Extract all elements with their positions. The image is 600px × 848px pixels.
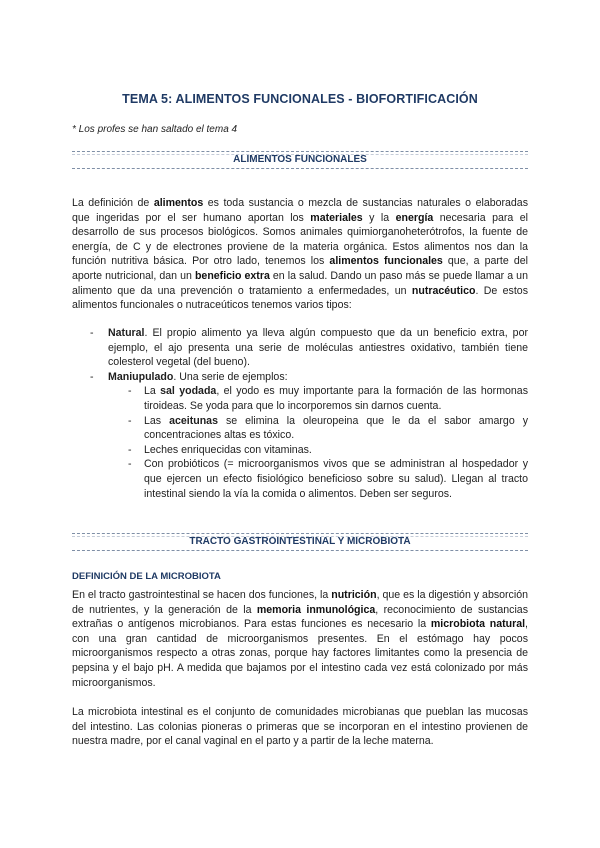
bold-term: nutracéutico bbox=[411, 284, 476, 297]
text-run: se elimina la oleuropeina que le da el sabor amargo y concentraciones altas es tóxico. bbox=[144, 414, 529, 442]
sublist-item-probioticos bbox=[72, 457, 528, 501]
bold-term: Natural bbox=[108, 327, 145, 339]
text-run: En el tracto gastrointestinal se hacen dos funciones, la bbox=[72, 589, 332, 601]
page-title: TEMA 5: ALIMENTOS FUNCIONALES - BIOFORTIFICACIÓN bbox=[122, 92, 478, 106]
list-item-natural bbox=[72, 326, 528, 370]
paragraph-tracto bbox=[72, 588, 528, 690]
text-run: , el yodo es muy importante para la formación de las hormonas tiroideas. Se yoda para que lo incorporemos sin darnos cuenta. bbox=[144, 385, 528, 412]
text-run: Las bbox=[144, 414, 170, 427]
text-run: , reconocimiento de sustancias extrañas o antígenos microbianos. Para estas funciones es necesario la bbox=[72, 603, 528, 631]
paragraph-definicion bbox=[72, 196, 528, 313]
bold-term: Maniupulado bbox=[108, 370, 174, 383]
text-run: La bbox=[144, 385, 161, 398]
bold-term: materiales bbox=[310, 211, 363, 224]
text-run: . De estos alimentos funcionales o nutraceúticos tenemos varios tipos: bbox=[72, 284, 528, 312]
text-run: y la bbox=[362, 211, 396, 224]
section-heading-alimentos bbox=[72, 151, 528, 169]
text-run: . El propio alimento ya lleva algún compuesto que da un beneficio extra, por ejemplo, el ajo presenta una serie de moléculas antiestres oxidativo, también tiene colesterol vegetal (del bueno). bbox=[108, 327, 528, 369]
list-item-manipulado bbox=[72, 370, 528, 501]
text-run: Leches enriquecidas con vitaminas. bbox=[144, 443, 312, 456]
bold-term: memoria inmunológica bbox=[256, 603, 376, 616]
bold-term: alimentos bbox=[153, 197, 204, 209]
text-run: es toda sustancia o mezcla de sustancias naturales o elaboradas que ingeridas por el ser humano aportan los bbox=[72, 197, 528, 224]
tipos-list bbox=[72, 326, 528, 501]
bold-term: aceitunas bbox=[169, 414, 218, 427]
text-run: Con probióticos (= microorganismos vivos que se administran al hospedador y que ejercen un efecto fisiológico beneficioso sobre su salud). Llegan al tracto intestinal siendo la vía la comida o alimentos. Deben ser seguros. bbox=[144, 458, 528, 500]
section-heading-label: ALIMENTOS FUNCIONALES bbox=[233, 154, 367, 165]
section-heading-tracto bbox=[72, 533, 528, 551]
bold-term: beneficio extra bbox=[194, 269, 270, 282]
bold-term: energía bbox=[395, 211, 434, 224]
text-run: , que es la digestión y absorción de nutrientes, y la generación de la bbox=[72, 589, 528, 616]
text-run: que, a parte del aporte nutricional, dan un bbox=[72, 255, 528, 282]
bold-term: alimentos funcionales bbox=[329, 255, 443, 268]
text-run: en la salud. Dando un paso más se puede llamar a un alimento que da una prevención o tratamiento a enfermedades, un bbox=[72, 269, 528, 297]
text-run: La definición de bbox=[72, 197, 154, 209]
text-run: necesaria para el desarrollo de sus procesos biológicos. Somos animales quimiorganoheterótrofos, la fuente de energía, de C y de electrones proviene de la materia orgánica. Estos alimentos nos dan la función nutritiva básica. Por otro lado, tenemos los bbox=[72, 211, 529, 268]
bold-term: nutrición bbox=[331, 589, 377, 601]
section-heading-label: TRACTO GASTROINTESTINAL Y MICROBIOTA bbox=[189, 536, 411, 547]
bold-term: sal yodada bbox=[160, 385, 217, 398]
paragraph-microbiota: La microbiota intestinal es el conjunto de comunidades microbianas que pueblan las mucosas del intestino. Las colonias pioneras o primeras que se incorporan en el intestino provienen de nuestra madre, por el canal vaginal en el parto y a partir de la leche materna. bbox=[72, 706, 528, 748]
bold-term: microbiota natural bbox=[430, 618, 526, 631]
text-run: . Una serie de ejemplos: bbox=[173, 370, 288, 383]
sublist-item-sal bbox=[72, 384, 528, 413]
ejemplos-sublist bbox=[108, 384, 528, 501]
text-run: , con una gran cantidad de microorganismos presentes. En el estómago hay pocos microorganismos respecto a otras zonas, porque hay factores limitantes como la presencia de pepsina y el bajo pH. A medida que bajamos por el intestino cada vez está colonizado por más microorganismos. bbox=[72, 618, 528, 689]
page-note: * Los profes se han saltado el tema 4 bbox=[72, 124, 238, 135]
subheading-microbiota: DEFINICIÓN DE LA MICROBIOTA bbox=[72, 571, 221, 582]
sublist-item-leches bbox=[72, 443, 528, 458]
sublist-item-aceitunas bbox=[72, 414, 528, 443]
